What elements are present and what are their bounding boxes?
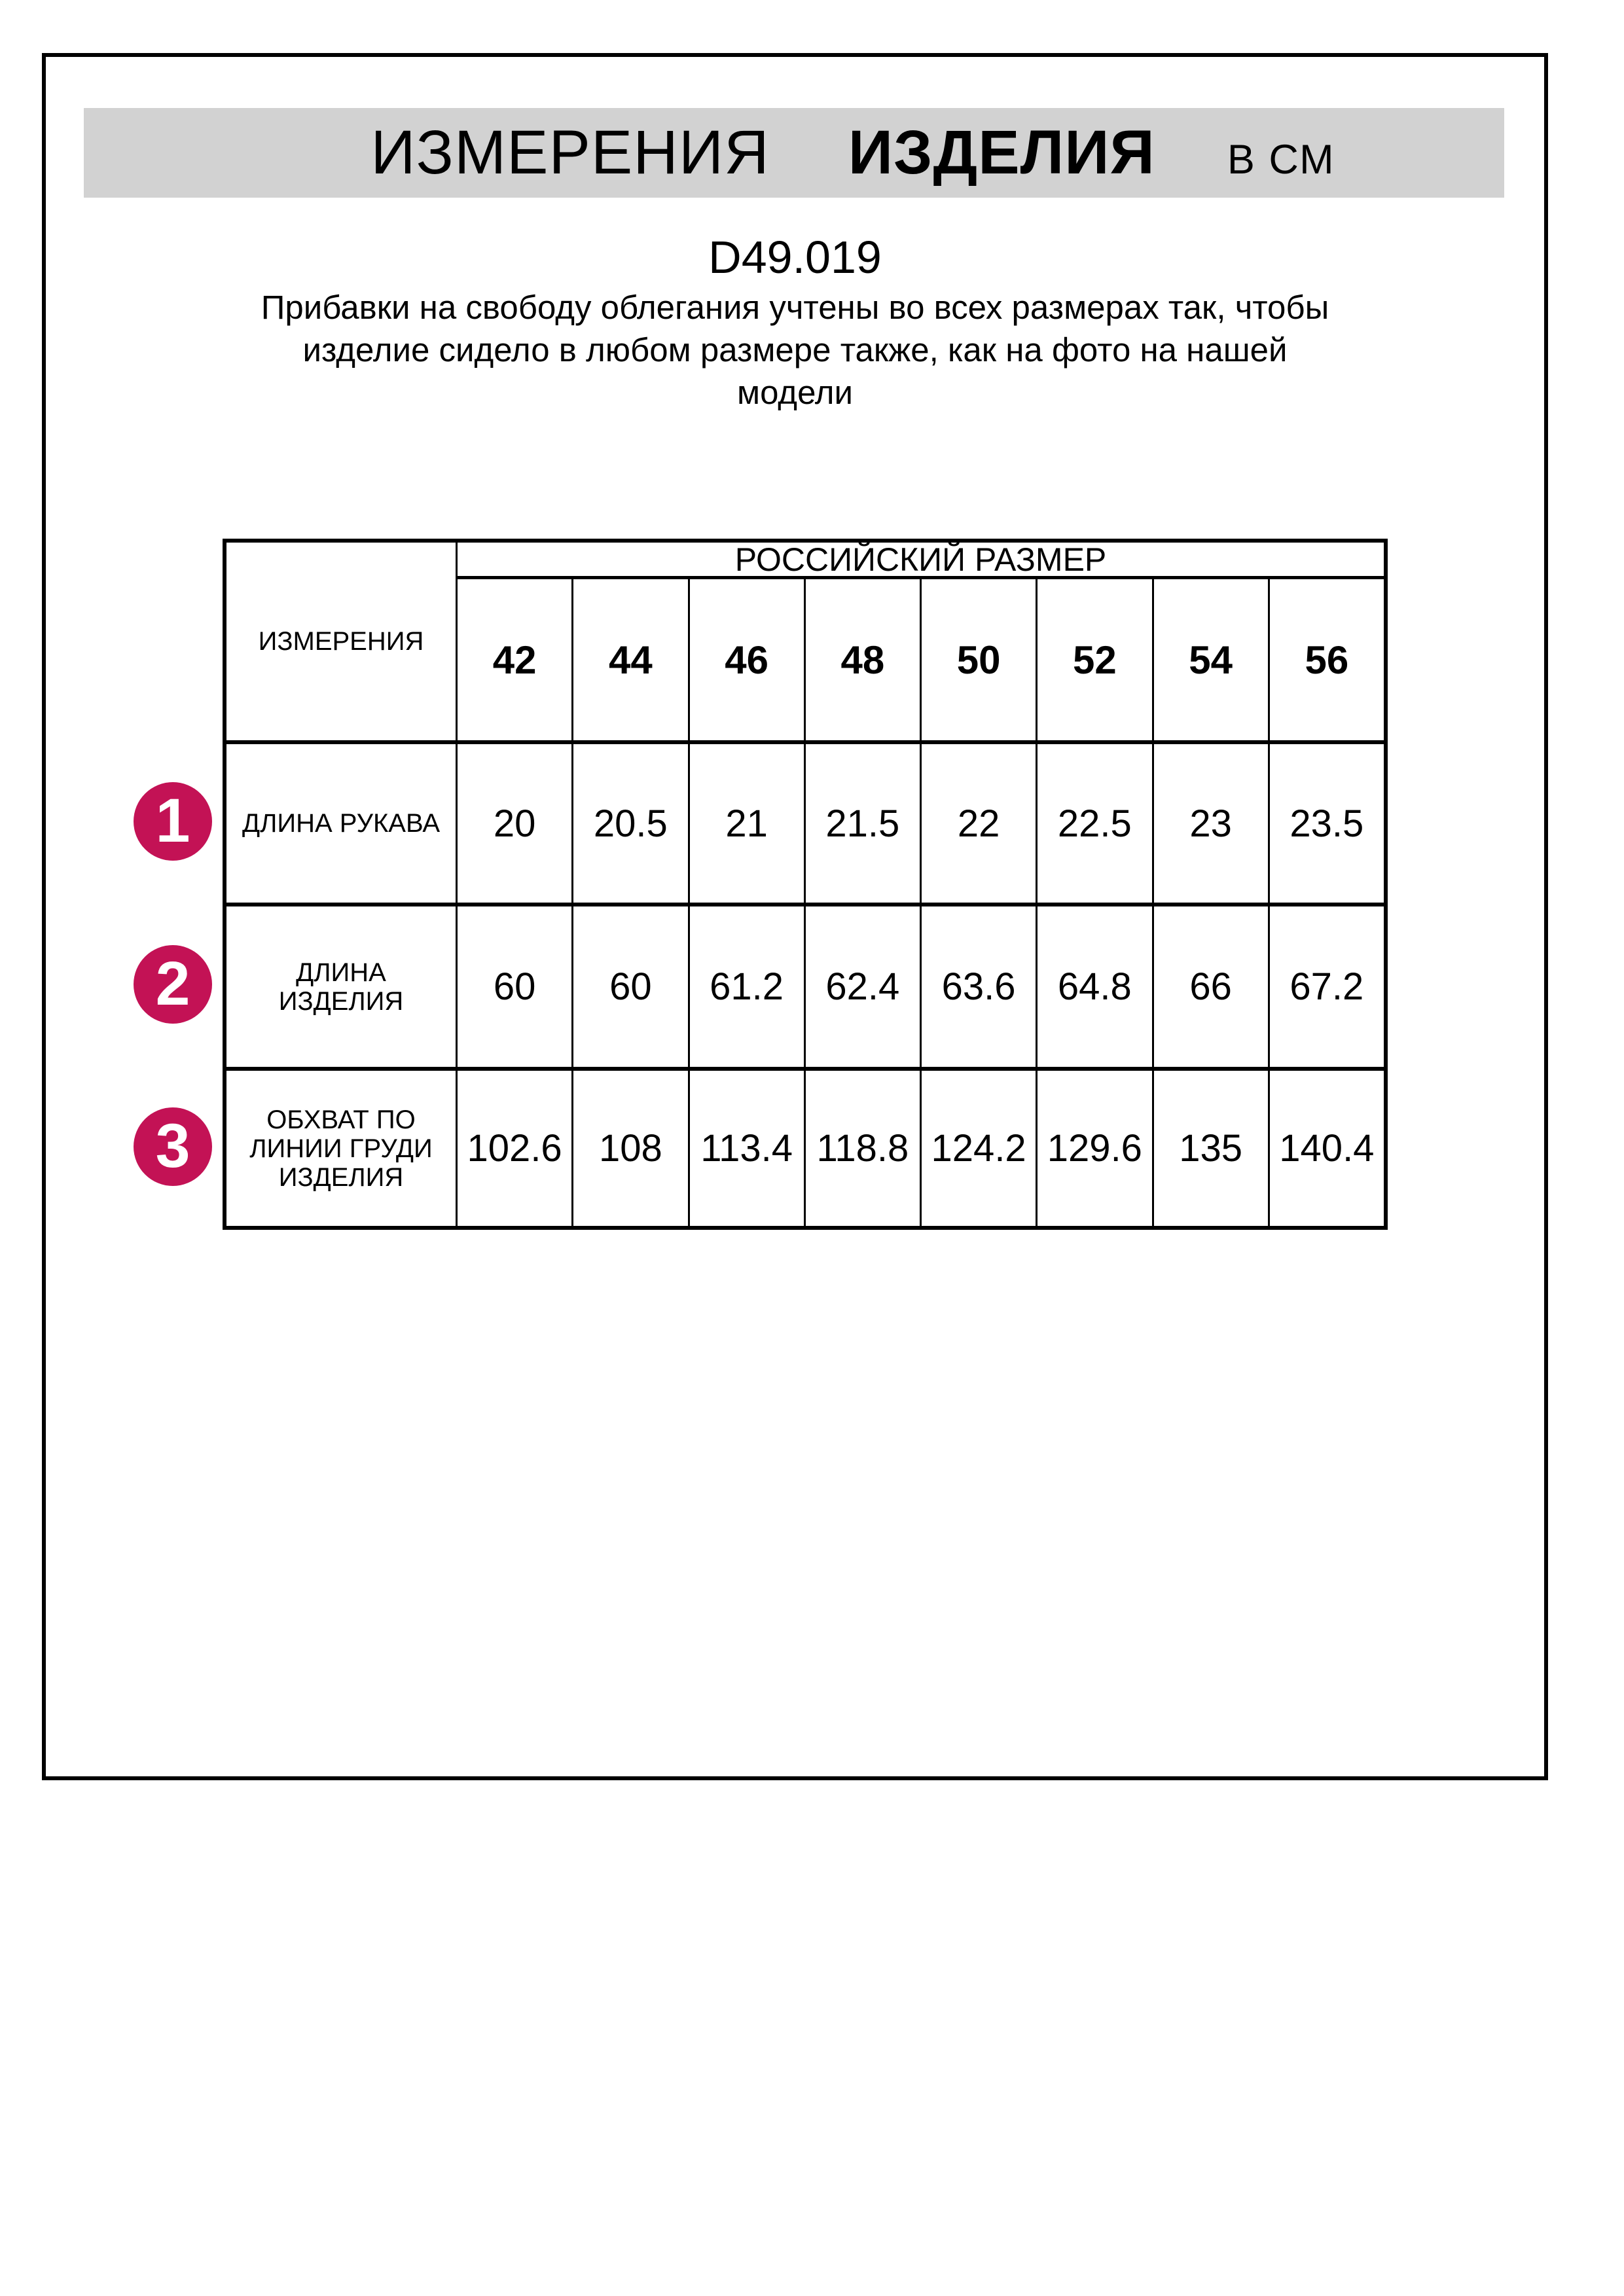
row-marker-1: 1 <box>134 782 212 861</box>
size-header-44: 44 <box>571 576 687 740</box>
size-header-50: 50 <box>920 576 1036 740</box>
description-line-3: модели <box>737 374 853 411</box>
value-cell: 66 <box>1152 903 1268 1067</box>
row-label-chest-girth: ОБХВАТ ПО ЛИНИИ ГРУДИ ИЗДЕЛИЯ <box>226 1067 456 1226</box>
value-cell: 67.2 <box>1268 903 1384 1067</box>
header-bar <box>84 108 1504 198</box>
value-cell: 60 <box>456 903 571 1067</box>
value-cell: 22.5 <box>1036 740 1151 903</box>
row-label-garment-length: ДЛИНА ИЗДЕЛИЯ <box>226 903 456 1067</box>
table-corner-label: ИЗМЕРЕНИЯ <box>258 626 424 656</box>
value-cell: 20 <box>456 740 571 903</box>
value-cell: 140.4 <box>1268 1067 1384 1226</box>
row-marker-2: 2 <box>134 945 212 1024</box>
value-cell: 23.5 <box>1268 740 1384 903</box>
value-cell: 23 <box>1152 740 1268 903</box>
value-cell: 113.4 <box>688 1067 804 1226</box>
model-code: D49.019 <box>708 232 882 283</box>
header-unit-label: В СМ <box>1227 137 1335 183</box>
row-label-sleeve-length: ДЛИНА РУКАВА <box>226 740 456 903</box>
value-cell: 108 <box>571 1067 687 1226</box>
value-cell: 21.5 <box>804 740 920 903</box>
value-cell: 60 <box>571 903 687 1067</box>
header-title-product: ИЗДЕЛИЯ <box>848 118 1155 187</box>
value-cell: 118.8 <box>804 1067 920 1226</box>
value-cell: 63.6 <box>920 903 1036 1067</box>
value-cell: 62.4 <box>804 903 920 1067</box>
value-cell: 20.5 <box>571 740 687 903</box>
value-cell: 64.8 <box>1036 903 1151 1067</box>
value-cell: 102.6 <box>456 1067 571 1226</box>
value-cell: 22 <box>920 740 1036 903</box>
size-header-54: 54 <box>1152 576 1268 740</box>
value-cell: 21 <box>688 740 804 903</box>
size-header-46: 46 <box>688 576 804 740</box>
size-header-48: 48 <box>804 576 920 740</box>
row-marker-3: 3 <box>134 1107 212 1186</box>
description-line-2: изделие сидело в любом размере также, как на фото на нашей <box>302 331 1288 368</box>
header-title-measurements: ИЗМЕРЕНИЯ <box>370 118 770 187</box>
size-header-56: 56 <box>1268 576 1384 740</box>
value-cell: 61.2 <box>688 903 804 1067</box>
value-cell: 124.2 <box>920 1067 1036 1226</box>
description-paragraph <box>42 286 1548 414</box>
description-line-1: Прибавки на свободу облегания учтены во всех размерах так, чтобы <box>261 289 1329 326</box>
size-header-42: 42 <box>456 576 571 740</box>
table-group-header: РОССИЙСКИЙ РАЗМЕР <box>456 543 1384 576</box>
value-cell: 135 <box>1152 1067 1268 1226</box>
size-header-52: 52 <box>1036 576 1151 740</box>
size-table <box>223 539 1388 1230</box>
value-cell: 129.6 <box>1036 1067 1151 1226</box>
